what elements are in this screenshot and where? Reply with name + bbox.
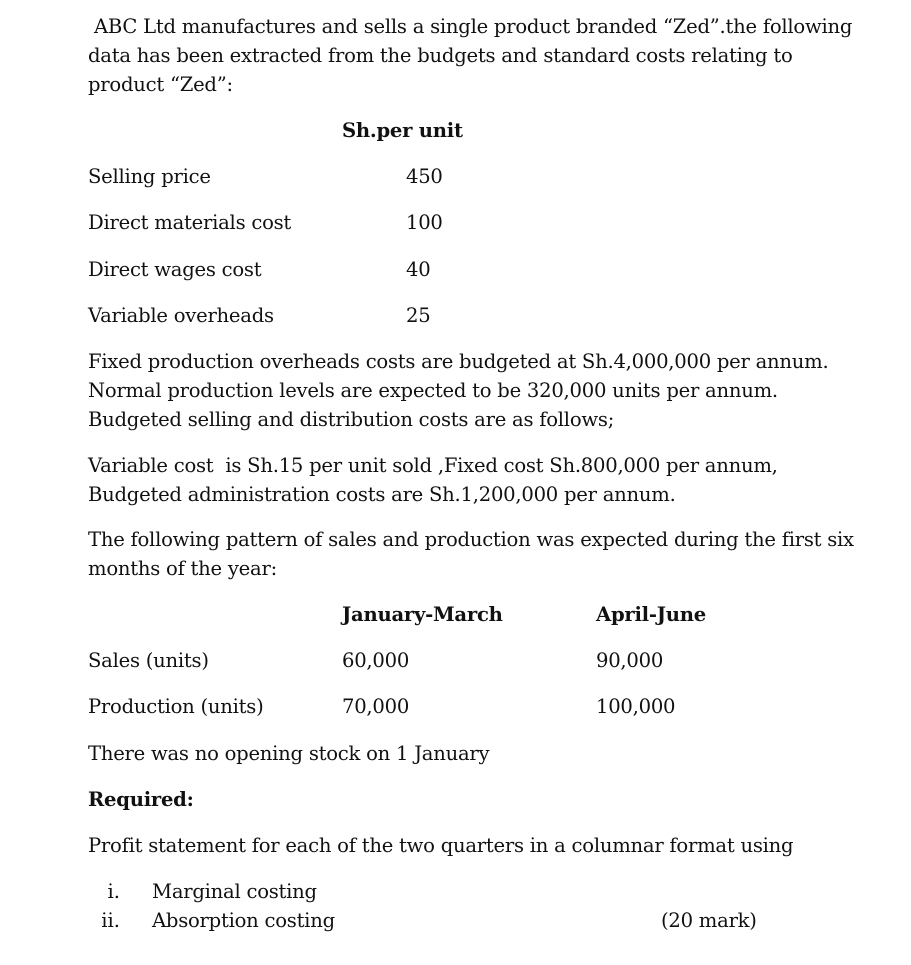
variable-cost-paragraph <box>88 451 903 509</box>
cost-row-label: Selling price <box>88 165 211 188</box>
cost-row-value: 450 <box>406 165 443 188</box>
required-heading: Required: <box>88 788 194 811</box>
cost-row-label: Direct wages cost <box>88 258 262 281</box>
intro-line: data has been extracted from the budgets and standard costs relating to <box>88 44 793 67</box>
fixed-overheads-line: Normal production levels are expected to be 320,000 units per annum. <box>88 379 778 402</box>
quarter-row-label: Production (units) <box>88 695 264 718</box>
pattern-line: The following pattern of sales and production was expected during the first six <box>88 528 854 551</box>
cost-row-value: 25 <box>406 304 431 327</box>
pattern-line: months of the year: <box>88 557 277 580</box>
variable-cost-line: Budgeted administration costs are Sh.1,200,000 per annum. <box>88 483 676 506</box>
fixed-overheads-paragraph <box>88 347 903 434</box>
quarter-row-value: 70,000 <box>342 695 410 718</box>
quarter-header: April-June <box>596 603 706 626</box>
option-numeral: ii. <box>101 909 120 932</box>
option-text: Absorption costing <box>152 909 335 932</box>
fixed-overheads-line: Budgeted selling and distribution costs are as follows; <box>88 408 615 431</box>
quarter-row-value: 60,000 <box>342 649 410 672</box>
fixed-overheads-line: Fixed production overheads costs are budgeted at Sh.4,000,000 per annum. <box>88 350 829 373</box>
marks-label: (20 mark) <box>661 909 757 932</box>
quarter-header: January-March <box>342 603 503 626</box>
cost-row-value: 100 <box>406 211 443 234</box>
cost-row-label: Direct materials cost <box>88 211 292 234</box>
quarter-row-value: 100,000 <box>596 695 676 718</box>
cost-row-label: Variable overheads <box>88 304 274 327</box>
variable-cost-line: Variable cost is Sh.15 per unit sold ,Fixed cost Sh.800,000 per annum, <box>88 454 778 477</box>
intro-line: ABC Ltd manufactures and sells a single product branded “Zed”.the following <box>88 15 853 38</box>
pattern-paragraph <box>88 525 903 583</box>
option-numeral: i. <box>107 880 120 903</box>
cost-row-value: 40 <box>406 258 431 281</box>
required-text: Profit statement for each of the two quarters in a columnar format using <box>88 834 794 857</box>
quarter-row-value: 90,000 <box>596 649 664 672</box>
intro-line: product “Zed”: <box>88 73 233 96</box>
intro-paragraph <box>88 12 903 99</box>
option-text: Marginal costing <box>152 880 317 903</box>
cost-table-header: Sh.per unit <box>342 119 463 142</box>
opening-stock-note: There was no opening stock on 1 January <box>88 742 490 765</box>
quarter-row-label: Sales (units) <box>88 649 209 672</box>
